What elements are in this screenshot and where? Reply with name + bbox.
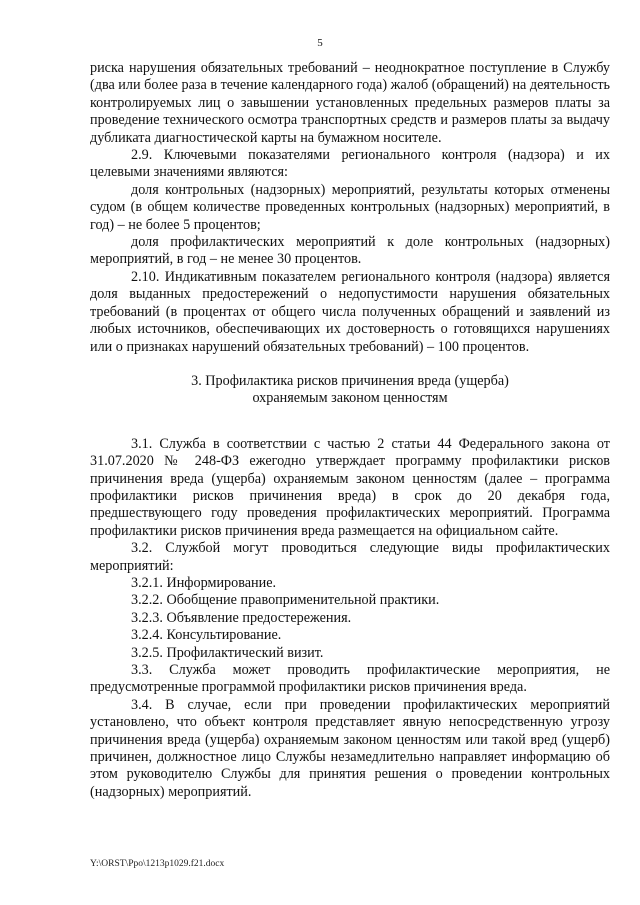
- section-heading: [90, 373, 610, 408]
- paragraph: 2.10. Индикативным показателем регионального контроля (надзора) является доля выданных предостережений о недопустимости нарушения обязательных требований (в процентах от общего числа полученных обращений и заявлений из любых источников, обеспечивающих их достоверность о готовящихся нарушениях или о признаках нарушений обязательных требований) – 100 процентов.: [90, 268, 610, 355]
- footer-file-path: Y:\ORST\Ppo\1213p1029.f21.docx: [90, 859, 225, 869]
- page-number: 5: [317, 37, 323, 49]
- paragraph: 2.9. Ключевыми показателями регионального контроля (надзора) и их целевыми значениями являются:: [90, 147, 610, 181]
- list-item: 3.2.2. Обобщение правоприменительной практики.: [131, 592, 440, 609]
- list-item: 3.2.5. Профилактический визит.: [131, 644, 324, 661]
- paragraph: доля контрольных (надзорных) мероприятий, результаты которых отменены судом (в общем количестве проведенных контрольных (надзорных) мероприятий, в год) – не более 5 процентов;: [90, 181, 610, 233]
- paragraph: 3.1. Служба в соответствии с частью 2 статьи 44 Федерального закона от 31.07.2020 № 248-ФЗ ежегодно утверждает программу профилактики рисков причинения вреда (ущерба) охраняемым законом ценностям (далее – программа профилактики рисков причинения вреда) в срок до 20 декабря года, предшествующего году проведения профилактических мероприятий. Программа профилактики рисков причинения вреда размещается на официальном сайте.: [90, 435, 610, 539]
- list-item: 3.2.1. Информирование.: [131, 574, 277, 591]
- paragraph: 3.3. Служба может проводить профилактические мероприятия, не предусмотренные программой профилактики рисков причинения вреда.: [90, 662, 610, 696]
- paragraph: 3.2. Службой могут проводиться следующие виды профилактических мероприятий:: [90, 540, 610, 574]
- paragraph: доля профилактических мероприятий к доле контрольных (надзорных) мероприятий, в год – не менее 30 процентов.: [90, 234, 610, 268]
- list-item: 3.2.4. Консультирование.: [131, 627, 282, 644]
- paragraph: 3.4. В случае, если при проведении профилактических мероприятий установлено, что объект контроля представляет явную непосредственную угрозу причинения вреда (ущерба) охраняемым законом ценностям или такой вред (ущерб) причинен, должностное лицо Службы незамедлительно направляет информацию об этом руководителю Службы для принятия решения о проведении контрольных (надзорных) мероприятий.: [90, 696, 610, 800]
- document-body: [90, 60, 610, 801]
- list-item: 3.2.3. Объявление предостережения.: [131, 609, 352, 626]
- paragraph: риска нарушения обязательных требований – неоднократное поступление в Службу (два или более раза в течение календарного года) жалоб (обращений) на деятельность контролируемых лиц о завышении установленных предельных размеров платы за проведение технического осмотра транспортных средств и размеров платы за выдачу дубликата диагностической карты на бумажном носителе.: [90, 60, 610, 146]
- section-heading-line: охраняемым законом ценностям: [252, 390, 448, 407]
- section-heading-line: 3. Профилактика рисков причинения вреда (ущерба): [191, 372, 509, 389]
